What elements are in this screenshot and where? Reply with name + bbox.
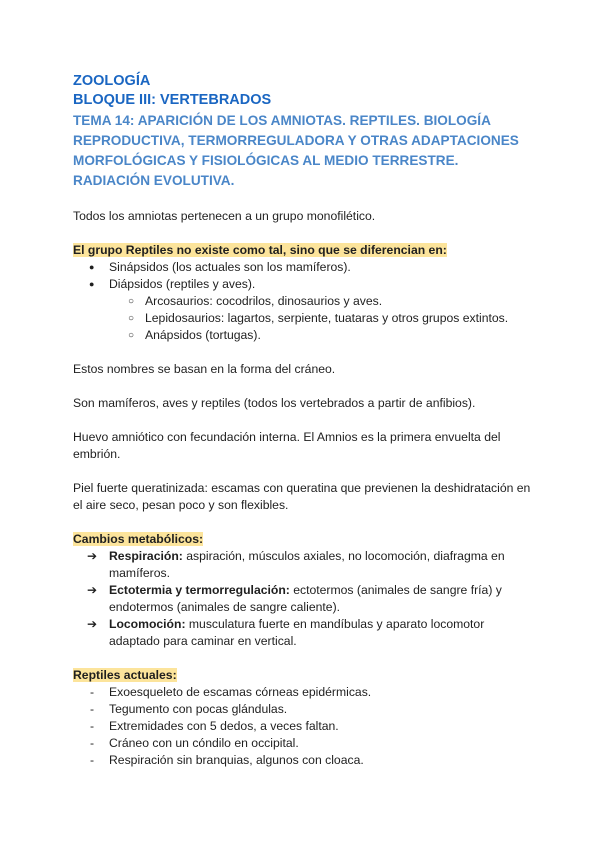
list-item bbox=[73, 718, 533, 735]
term-text: ectotermos (animales de sangre fría) y endotermos (animales de sangre caliente). bbox=[109, 583, 502, 614]
term-label: Locomoción: bbox=[109, 617, 186, 631]
sub-list-item bbox=[73, 327, 533, 344]
sub-list-item-text: Anápsidos (tortugas). bbox=[145, 328, 261, 342]
list-item-text: Tegumento con pocas glándulas. bbox=[109, 702, 288, 716]
list-item bbox=[73, 259, 533, 276]
sub-list-item-text: Arcosaurios: cocodrilos, dinosaurios y aves. bbox=[145, 294, 383, 308]
arrow-marker: ➔ bbox=[87, 617, 98, 631]
arrow-marker: ➔ bbox=[87, 583, 98, 597]
paragraph-skin: Piel fuerte queratinizada: escamas con queratina que previenen la deshidratación en el aire seco, pesan poco y son flexibles. bbox=[73, 481, 531, 512]
metabolic-heading bbox=[73, 531, 533, 548]
subject-title: ZOOLOGÍA bbox=[73, 73, 151, 89]
highlighted-heading: Cambios metabólicos: bbox=[73, 532, 204, 546]
term-text: aspiración, músculos axiales, no locomoción, diafragma en mamíferos. bbox=[109, 549, 505, 580]
intro-paragraph: Todos los amniotas pertenecen a un grupo monofilético. bbox=[73, 209, 376, 223]
dash-marker: - bbox=[90, 753, 95, 767]
list-item bbox=[73, 701, 533, 718]
list-item bbox=[73, 684, 533, 701]
group-list bbox=[73, 259, 533, 344]
bullet-marker: ● bbox=[89, 262, 95, 272]
list-item-text: Exoesqueleto de escamas córneas epidérmicas. bbox=[109, 685, 372, 699]
topic-title: TEMA 14: APARICIÓN DE LOS AMNIOTAS. REPTILES. BIOLOGÍA REPRODUCTIVA, TERMORREGULADORA Y OTRAS ADAPTACIONES MORFOLÓGICAS Y FISIOLÓGICAS AL MEDIO TERRESTRE. RADIACIÓN EVOLUTIVA. bbox=[73, 113, 519, 188]
document-page bbox=[73, 72, 533, 769]
paragraph-amniotes: Son mamíferos, aves y reptiles (todos los vertebrados a partir de anfibios). bbox=[73, 396, 476, 410]
paragraph-skull: Estos nombres se basan en la forma del cráneo. bbox=[73, 362, 336, 376]
current-reptiles-heading bbox=[73, 667, 533, 684]
list-item-text: Extremidades con 5 dedos, a veces faltan. bbox=[109, 719, 339, 733]
list-item bbox=[73, 752, 533, 769]
highlighted-heading: El grupo Reptiles no existe como tal, sino que se diferencian en: bbox=[73, 243, 447, 257]
term-label: Respiración: bbox=[109, 549, 183, 563]
list-item bbox=[73, 616, 533, 650]
highlighted-heading: Reptiles actuales: bbox=[73, 668, 177, 682]
dash-marker: - bbox=[90, 736, 95, 750]
dash-marker: - bbox=[90, 702, 95, 716]
sub-bullet-marker: ○ bbox=[128, 313, 135, 324]
list-item-text: Diápsidos (reptiles y aves). bbox=[109, 277, 256, 291]
sub-list-item bbox=[73, 310, 533, 327]
list-item bbox=[73, 548, 533, 582]
current-reptiles-list bbox=[73, 684, 533, 769]
bullet-marker: ● bbox=[89, 279, 95, 289]
term-label: Ectotermia y termorregulación: bbox=[109, 583, 290, 597]
list-item bbox=[73, 276, 533, 293]
term-text: musculatura fuerte en mandíbulas y aparato locomotor adaptado para caminar en vertical. bbox=[109, 617, 485, 648]
sub-bullet-marker: ○ bbox=[128, 296, 135, 307]
paragraph-egg: Huevo amniótico con fecundación interna. El Amnios es la primera envuelta del embrión. bbox=[73, 430, 501, 461]
reptiles-group-heading bbox=[73, 242, 533, 259]
dash-marker: - bbox=[90, 719, 95, 733]
block-title: BLOQUE III: VERTEBRADOS bbox=[73, 92, 272, 108]
list-item bbox=[73, 582, 533, 616]
list-item-text: Cráneo con un cóndilo en occipital. bbox=[109, 736, 299, 750]
sub-list-item bbox=[73, 293, 533, 310]
list-item-text: Sinápsidos (los actuales son los mamíferos). bbox=[109, 260, 351, 274]
arrow-marker: ➔ bbox=[87, 549, 98, 563]
dash-marker: - bbox=[90, 685, 95, 699]
sub-list-item-text: Lepidosaurios: lagartos, serpiente, tuataras y otros grupos extintos. bbox=[145, 311, 509, 325]
list-item-text: Respiración sin branquias, algunos con cloaca. bbox=[109, 753, 364, 767]
metabolic-list bbox=[73, 548, 533, 650]
sub-bullet-marker: ○ bbox=[128, 330, 135, 341]
list-item bbox=[73, 735, 533, 752]
